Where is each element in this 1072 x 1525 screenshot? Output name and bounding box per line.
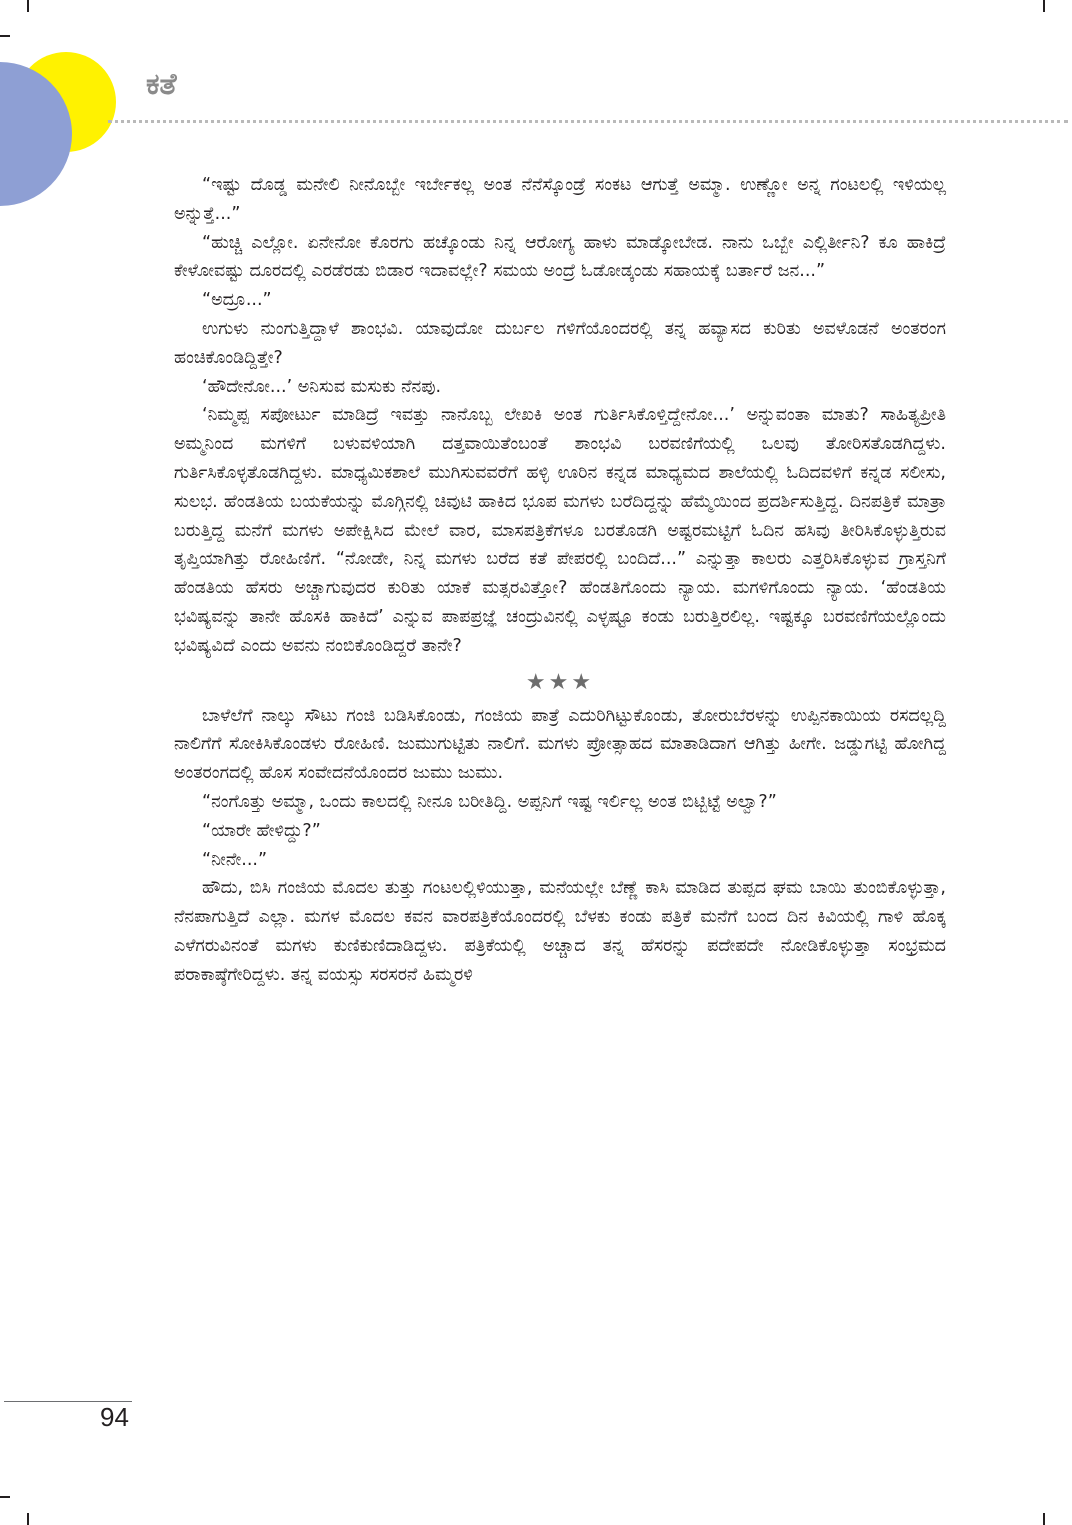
crop-mark-top-left xyxy=(27,0,29,12)
paragraph: ‘ಹೌದೇನೋ...’ ಅನಿಸುವ ಮಸುಕು ನೆನಪು. xyxy=(202,376,442,397)
page-number: 94 xyxy=(100,1402,129,1432)
crop-mark-top-right xyxy=(1043,0,1045,12)
crop-mark-left-lower xyxy=(0,1496,10,1498)
paragraph: ಹೌದು, ಬಿಸಿ ಗಂಜಿಯ ಮೊದಲ ತುತ್ತು ಗಂಟಲಲ್ಲಿಳಿಯುತ್ತಾ, ಮನೆಯಲ್ಲೇ ಬೆಣ್ಣೆ ಕಾಸಿ ಮಾಡಿದ ತುಪ್ಪದ ಘಮ ಬಾಯಿ ತುಂಬಿಕೊಳ್ಳುತ್ತಾ, ನೆನಪಾಗುತ್ತಿದೆ ಎಲ್ಲಾ. ಮಗಳ ಮೊದಲ ಕವನ ವಾರಪತ್ರಿಕೆಯೊಂದರಲ್ಲಿ ಬೆಳಕು ಕಂಡು ಪತ್ರಿಕೆ ಮನೆಗೆ ಬಂದ ದಿನ ಕಿವಿಯಲ್ಲಿ ಗಾಳಿ ಹೊಕ್ಕ ಎಳೆಗರುವಿನಂತೆ ಮಗಳು ಕುಣಿಕುಣಿದಾಡಿದ್ದಳು. ಪತ್ರಿಕೆಯಲ್ಲಿ ಅಚ್ಚಾದ ತನ್ನ ಹೆಸರನ್ನು ಪದೇಪದೇ ನೋಡಿಕೊಳ್ಳುತ್ತಾ ಸಂಭ್ರಮದ ಪರಾಕಾಷ್ಠೆಗೇರಿದ್ದಳು. ತನ್ನ ವಯಸ್ಸು ಸರಸರನೆ ಹಿಮ್ಮರಳಿ xyxy=(174,878,946,985)
paragraph: “ನಂಗೊತ್ತು ಅಮ್ಮಾ, ಒಂದು ಕಾಲದಲ್ಲಿ ನೀನೂ ಬರೀತಿದ್ದಿ. ಅಪ್ಪನಿಗೆ ಇಷ್ಟ ಇರ್ಲಿಲ್ಲ ಅಂತ ಬಿಟ್ಬಿಟ್ಟೆ ಅಲ್ವಾ?” xyxy=(202,791,777,812)
section-break-stars: ★★★ xyxy=(525,669,595,695)
header-dotted-rule xyxy=(108,120,1068,123)
paragraph: ಉಗುಳು ನುಂಗುತ್ತಿದ್ದಾಳೆ ಶಾಂಭವಿ. ಯಾವುದೋ ದುರ್ಬಲ ಗಳಿಗೆಯೊಂದರಲ್ಲಿ ತನ್ನ ಹವ್ಯಾಸದ ಕುರಿತು ಅವಳೊಡನೆ ಅಂತರಂಗ ಹಂಚಿಕೊಂಡಿದ್ದಿತ್ತೇ? xyxy=(174,318,946,368)
paragraph: ‘ನಿಮ್ಮಪ್ಪ ಸಪೋರ್ಟು ಮಾಡಿದ್ರೆ ಇವತ್ತು ನಾನೊಬ್ಬ ಲೇಖಕಿ ಅಂತ ಗುರ್ತಿಸಿಕೊಳ್ತಿದ್ದೇನೋ...’ ಅನ್ನುವಂತಾ ಮಾತು? ಸಾಹಿತ್ಯಪ್ರೀತಿ ಅಮ್ಮನಿಂದ ಮಗಳಿಗೆ ಬಳುವಳಿಯಾಗಿ ದತ್ತವಾಯಿತೆಂಬಂತೆ ಶಾಂಭವಿ ಬರವಣಿಗೆಯಲ್ಲಿ ಒಲವು ತೋರಿಸತೊಡಗಿದ್ದಳು. ಗುರ್ತಿಸಿಕೊಳ್ಳತೊಡಗಿದ್ದಳು. ಮಾಧ್ಯಮಿಕಶಾಲೆ ಮುಗಿಸುವವರೆಗೆ ಹಳ್ಳಿ ಊರಿನ ಕನ್ನಡ ಮಾಧ್ಯಮದ ಶಾಲೆಯಲ್ಲಿ ಓದಿದವಳಿಗೆ ಕನ್ನಡ ಸಲೀಸು, ಸುಲಭ. ಹೆಂಡತಿಯ ಬಯಕೆಯನ್ನು ಮೊಗ್ಗಿನಲ್ಲಿ ಚಿವುಟಿ ಹಾಕಿದ ಭೂಪ ಮಗಳು ಬರೆದಿದ್ದನ್ನು ಹೆಮ್ಮೆಯಿಂದ ಪ್ರದರ್ಶಿಸುತ್ತಿದ್ದ. ದಿನಪತ್ರಿಕೆ ಮಾತ್ರಾ ಬರುತ್ತಿದ್ದ ಮನೆಗೆ ಮಗಳು ಅಪೇಕ್ಷಿಸಿದ ಮೇಲೆ ವಾರ, ಮಾಸಪತ್ರಿಕೆಗಳೂ ಬರತೊಡಗಿ ಅಷ್ಟರಮಟ್ಟಿಗೆ ಓದಿನ ಹಸಿವು ತೀರಿಸಿಕೊಳ್ಳುತ್ತಿರುವ ತೃಪ್ತಿಯಾಗಿತ್ತು ರೋಹಿಣಿಗೆ. “ನೋಡೇ, ನಿನ್ನ ಮಗಳು ಬರೆದ ಕತೆ ಪೇಪರಲ್ಲಿ ಬಂದಿದೆ...” ಎನ್ನುತ್ತಾ ಕಾಲರು ಎತ್ತರಿಸಿಕೊಳ್ಳುವ ಗ್ರಾಸ್ತನಿಗೆ ಹೆಂಡತಿಯ ಹೆಸರು ಅಚ್ಚಾಗುವುದರ ಕುರಿತು ಯಾಕೆ ಮತ್ಸರವಿತ್ತೋ? ಹೆಂಡತಿಗೊಂದು ನ್ಯಾಯ. ಮಗಳಿಗೊಂದು ನ್ಯಾಯ. ‘ಹೆಂಡತಿಯ ಭವಿಷ್ಯವನ್ನು ತಾನೇ ಹೊಸಕಿ ಹಾಕಿದೆ’ ಎನ್ನುವ ಪಾಪಪ್ರಜ್ಞೆ ಚಂದ್ರುವಿನಲ್ಲಿ ಎಳ್ಳಷ್ಟೂ ಕಂಡು ಬರುತ್ತಿರಲಿಲ್ಲ. ಇಷ್ಟಕ್ಕೂ ಬರವಣಿಗೆಯಲ್ಲೊಂದು ಭವಿಷ್ಯವಿದೆ ಎಂದು ಅವನು ನಂಬಿಕೊಂಡಿದ್ದರೆ ತಾನೇ? xyxy=(174,405,946,656)
crop-mark-left-upper xyxy=(0,35,10,37)
crop-mark-bottom-left xyxy=(27,1513,29,1525)
paragraph: “ಇಷ್ಟು ದೊಡ್ಡ ಮನೇಲಿ ನೀನೊಬ್ಬೇ ಇರ್ಬೇಕಲ್ಲ ಅಂತ ನೆನೆಸ್ಕೊಂಡ್ರೆ ಸಂಕಟ ಆಗುತ್ತೆ ಅಮ್ಮಾ. ಉಣ್ಣೋ ಅನ್ನ ಗಂಟಲಲ್ಲಿ ಇಳಿಯಲ್ಲ ಅನ್ನುತ್ತೆ...” xyxy=(174,175,946,224)
paragraph: “ಯಾರೇ ಹೇಳಿದ್ದು?” xyxy=(202,820,321,841)
paragraph: ಬಾಳೆಲೆಗೆ ನಾಲ್ಕು ಸೌಟು ಗಂಜಿ ಬಡಿಸಿಕೊಂಡು, ಗಂಜಿಯ ಪಾತ್ರೆ ಎದುರಿಗಿಟ್ಟುಕೊಂಡು, ತೋರುಬೆರಳನ್ನು ಉಪ್ಪಿನಕಾಯಿಯ ರಸದಲ್ಲದ್ದಿ ನಾಲಿಗೆಗೆ ಸೋಕಿಸಿಕೊಂಡಳು ರೋಹಿಣಿ. ಜುಮುಗುಟ್ಟಿತು ನಾಲಿಗೆ. ಮಗಳು ಪ್ರೋತ್ಸಾಹದ ಮಾತಾಡಿದಾಗ ಆಗಿತ್ತು ಹೀಗೇ. ಜಡ್ಡುಗಟ್ಟಿ ಹೋಗಿದ್ದ ಅಂತರಂಗದಲ್ಲಿ ಹೊಸ ಸಂವೇದನೆಯೊಂದರ ಜುಮು ಜುಮು. xyxy=(174,705,946,784)
paragraph: “ಅದ್ರೂ...” xyxy=(202,290,272,311)
paragraph: “ನೀನೇ...” xyxy=(202,849,268,870)
crop-mark-bottom-right xyxy=(1043,1513,1045,1525)
story-body xyxy=(174,171,946,990)
paragraph: “ಹುಚ್ಚಿ ಎಲ್ಲೋ. ಏನೇನೋ ಕೊರಗು ಹಚ್ಕೊಂಡು ನಿನ್ನ ಆರೋಗ್ಯ ಹಾಳು ಮಾಡ್ಕೋಬೇಡ. ನಾನು ಒಬ್ಬೇ ಎಲ್ಲಿರ್ತೀನಿ? ಕೂ ಹಾಕಿದ್ರೆ ಕೇಳೋವಷ್ಟು ದೂರದಲ್ಲಿ ಎರಡೆರಡು ಬಿಡಾರ ಇದಾವಲ್ಲೇ? ಸಮಯ ಅಂದ್ರೆ ಓಡೋಡ್ಕಂಡು ಸಹಾಯಕ್ಕೆ ಬರ್ತಾರೆ ಜನ...” xyxy=(174,232,946,282)
section-title: ಕತೆ xyxy=(146,67,177,102)
